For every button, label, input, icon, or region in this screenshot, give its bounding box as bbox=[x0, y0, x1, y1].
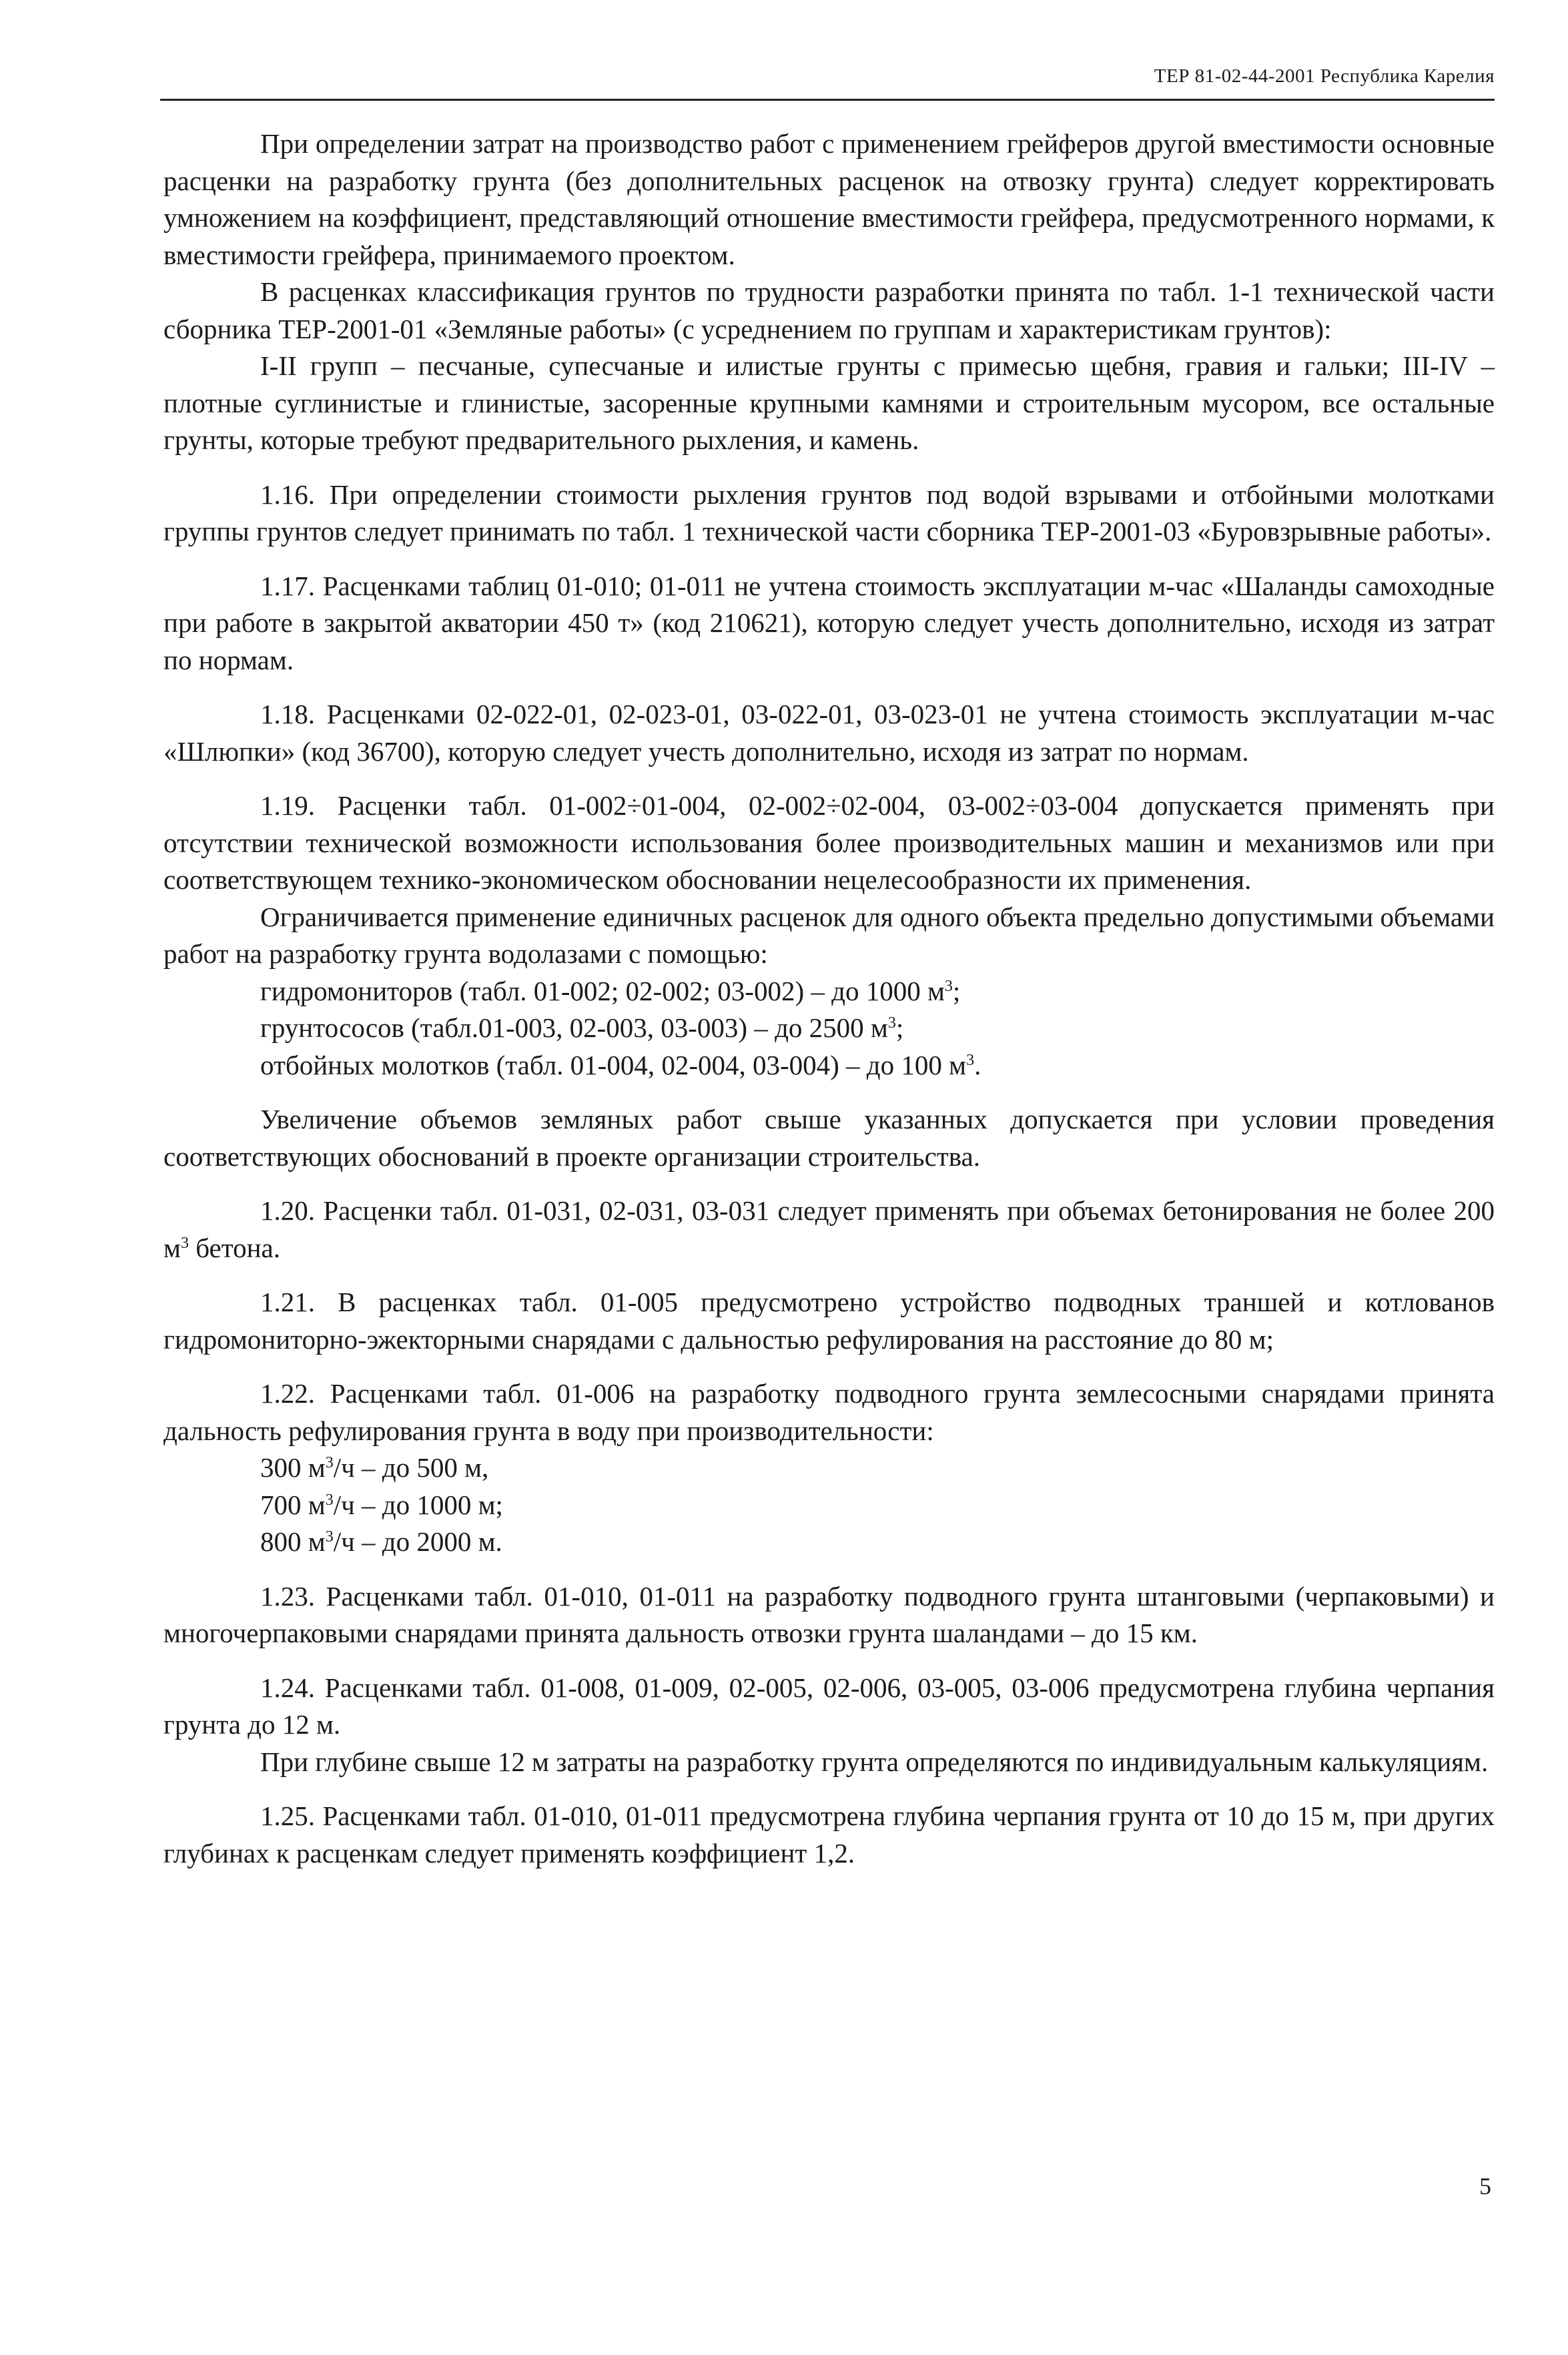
paragraph-soil-classification: В расценках классификация грунтов по трудности разработки принята по табл. 1-1 технической части сборника ТЕР-2001-01 «Земляные работы» (с усреднением по группам и характеристикам грунтов): bbox=[163, 276, 1495, 344]
document-code: ТЕР 81-02-44-2001 Республика Карелия bbox=[1154, 65, 1495, 87]
clause-1-24: 1.24. Расценками табл. 01-008, 01-009, 02-005, 02-006, 03-005, 03-006 предусмотрена глубина черпания грунта до 12 м. bbox=[163, 1672, 1495, 1740]
paragraph-volume-increase: Увеличение объемов земляных работ свыше указанных допускается при условии проведения соответствующих обоснований в проекте организации строительства. bbox=[163, 1104, 1495, 1172]
clause-1-18: 1.18. Расценками 02-022-01, 02-023-01, 03-022-01, 03-023-01 не учтена стоимость эксплуатации м-час «Шлюпки» (код 36700), которую следует учесть дополнительно, исходя из затрат по нормам. bbox=[163, 699, 1495, 767]
clause-1-16: 1.16. При определении стоимости рыхления грунтов под водой взрывами и отбойными молотками группы грунтов следует принимать по табл. 1 технической части сборника ТЕР-2001-03 «Буровзрывные работы». bbox=[163, 478, 1495, 547]
list-item-capacity-800: 800 $м^3/ч$ – до 2000 м. bbox=[260, 1526, 502, 1557]
page-number: 5 bbox=[1479, 2173, 1491, 2200]
paragraph-grab-coefficient: При определении затрат на производство работ с применением грейферов другой вместимости основные расценки на разработку грунта (без дополнительных расценок на отвозку грунта) следует корректировать умножением на коэффициент, представляющий отношение вместимости грейфера, предусмотренного нормами, к вместимости грейфера, принимаемого проектом. bbox=[163, 128, 1495, 270]
clause-1-19: 1.19. Расценки табл. 01-002÷01-004, 02-002÷02-004, 03-002÷03-004 допускается применять при отсутствии технической возможности использования более производительных машин и механизмов или при соответствующем технико-экономическом обосновании нецелесообразности их применения. bbox=[163, 790, 1495, 895]
clause-1-21: 1.21. В расценках табл. 01-005 предусмотрено устройство подводных траншей и котлованов гидромониторно-эжекторными снарядами с дальностью рефулирования на расстояние до 80 м; bbox=[163, 1287, 1495, 1355]
clause-1-17: 1.17. Расценками таблиц 01-010; 01-011 не учтена стоимость эксплуатации м-час «Шаланды самоходные при работе в закрытой акватории 450 т» (код 210621), которую следует учесть дополнительно, исходя из затрат по нормам. bbox=[163, 570, 1495, 675]
list-item-capacity-300: 300 $м^3/ч$ – до 500 м, bbox=[260, 1452, 489, 1483]
list-item-capacity-700: 700 $м^3/ч$ – до 1000 м; bbox=[260, 1489, 503, 1520]
paragraph-volume-limits: Ограничивается применение единичных расценок для одного объекта предельно допустимыми объемами работ на разработку грунта водолазами с помощью: bbox=[163, 901, 1495, 969]
paragraph-soil-groups: I-II групп – песчаные, супесчаные и илистые грунты с примесью щебня, гравия и гальки; III-IV – плотные суглинистые и глинистые, засоренные крупными камнями и строительным мусором, все остальные грунты, которые требуют предварительного рыхления, и камень. bbox=[163, 350, 1495, 455]
paragraph-depth-over-12: При глубине свыше 12 м затраты на разработку грунта определяются по индивидуальным калькуляциям. bbox=[260, 1746, 1489, 1777]
list-item-jackhammers: отбойных молотков (табл. 01-004, 02-004, 03-004) – до 100 $м^3$. bbox=[260, 1049, 982, 1080]
clause-1-22: 1.22. Расценками табл. 01-006 на разработку подводного грунта землесосными снарядами принята дальность рефулирования грунта в воду при производительности: bbox=[163, 1378, 1495, 1446]
page-header bbox=[160, 61, 1495, 101]
clause-1-25: 1.25. Расценками табл. 01-010, 01-011 предусмотрена глубина черпания грунта от 10 до 15 м, при других глубинах к расценкам следует применять коэффициент 1,2. bbox=[163, 1800, 1495, 1869]
document-body bbox=[163, 125, 1495, 1872]
list-item-soil-pumps: грунтососов (табл.01-003, 02-003, 03-003) – до 2500 $м^3$; bbox=[260, 1012, 904, 1043]
clause-1-23: 1.23. Расценками табл. 01-010, 01-011 на разработку подводного грунта штанговыми (черпаковыми) и многочерпаковыми снарядами принята дальность отвозки грунта шаландами – до 15 км. bbox=[163, 1580, 1495, 1648]
list-item-hydromonitors: гидромониторов (табл. 01-002; 02-002; 03-002) – до 1000 $м^3$; bbox=[260, 975, 961, 1006]
clause-1-20: 1.20. Расценки табл. 01-031, 02-031, 03-031 следует применять при объемах бетонирования не более 200 $м^3$ бетона. bbox=[163, 1195, 1495, 1263]
